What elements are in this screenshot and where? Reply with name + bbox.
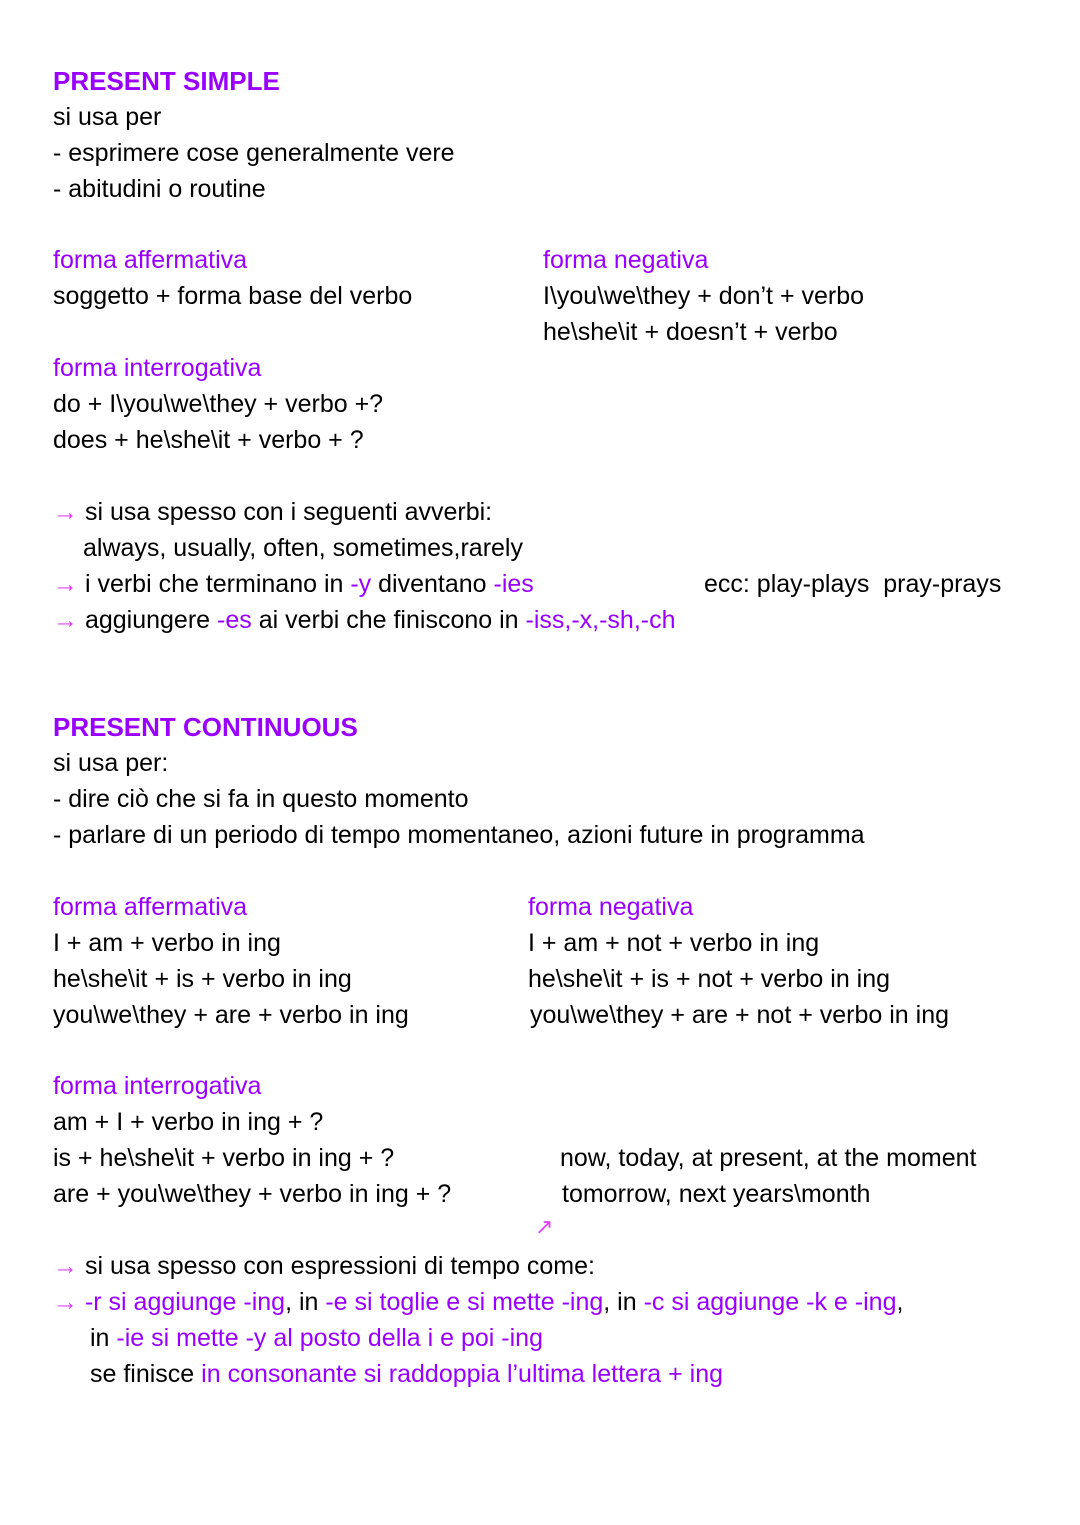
arrow-icon: →	[53, 1288, 78, 1316]
ps-intro: si usa per	[53, 103, 162, 131]
arrow-icon: →	[53, 498, 78, 526]
ps-note-2: → i verbi che terminano in -y diventano -ies	[53, 570, 534, 598]
pc-affirmative-label: forma affermativa	[53, 893, 248, 921]
pc-interrogative-line-1: am + I + verbo in ing + ?	[53, 1108, 324, 1136]
pc-use-1: - dire ciò che si fa in questo momento	[53, 785, 469, 813]
pc-affirmative-line-1: I + am + verbo in ing	[53, 929, 281, 957]
arrow-up-right-icon: ↗	[535, 1214, 554, 1239]
pc-negative-line-3: you\we\they + are + not + verbo in ing	[530, 1001, 950, 1029]
arrow-icon: →	[53, 606, 78, 634]
pc-negative-line-2: he\she\it + is + not + verbo in ing	[528, 965, 891, 993]
arrow-icon: →	[53, 570, 78, 598]
arrow-icon: →	[53, 1252, 78, 1280]
pc-negative-line-1: I + am + not + verbo in ing	[528, 929, 820, 957]
pc-affirmative-line-2: he\she\it + is + verbo in ing	[53, 965, 352, 993]
ps-interrogative-label: forma interrogativa	[53, 354, 262, 382]
pc-interrogative-line-3: are + you\we\they + verbo in ing + ?	[53, 1180, 452, 1208]
ps-adverbs: always, usually, often, sometimes,rarely	[83, 534, 523, 562]
pc-interrogative-label: forma interrogativa	[53, 1072, 262, 1100]
present-continuous-title: PRESENT CONTINUOUS	[53, 712, 358, 742]
pc-interrogative-line-2: is + he\she\it + verbo in ing + ?	[53, 1144, 395, 1172]
pc-negative-label: forma negativa	[528, 893, 694, 921]
ps-note-3: → aggiungere -es ai verbi che finiscono in -iss,-x,-sh,-ch	[53, 606, 676, 634]
ps-negative-line-1: I\you\we\they + don’t + verbo	[543, 282, 865, 310]
ps-negative-label: forma negativa	[543, 246, 709, 274]
pc-time-expressions-2: tomorrow, next years\month	[562, 1180, 871, 1208]
pc-note-2: → -r si aggiunge -ing, in -e si toglie e si mette -ing, in -c si aggiunge -k e -ing,	[53, 1288, 904, 1316]
pc-time-expressions-1: now, today, at present, at the moment	[560, 1144, 977, 1172]
ps-negative-line-2: he\she\it + doesn’t + verbo	[543, 318, 838, 346]
pc-affirmative-line-3: you\we\they + are + verbo in ing	[53, 1001, 409, 1029]
ps-use-2: - abitudini o routine	[53, 175, 266, 203]
ps-interrogative-line-2: does + he\she\it + verbo + ?	[53, 426, 364, 454]
ps-use-1: - esprimere cose generalmente vere	[53, 139, 455, 167]
pc-note-2-line-2: in -ie si mette -y al posto della i e poi -ing	[90, 1324, 543, 1352]
ps-affirmative-line: soggetto + forma base del verbo	[53, 282, 413, 310]
pc-note-2-line-3: se finisce in consonante si raddoppia l’ultima lettera + ing	[90, 1360, 724, 1388]
ps-note-1: → si usa spesso con i seguenti avverbi:	[53, 498, 493, 526]
present-simple-title: PRESENT SIMPLE	[53, 66, 280, 96]
ps-affirmative-label: forma affermativa	[53, 246, 248, 274]
pc-intro: si usa per:	[53, 749, 169, 777]
pc-note-1: → si usa spesso con espressioni di tempo come:	[53, 1252, 595, 1280]
ps-example: ecc: play-plays pray-prays	[704, 570, 1002, 598]
ps-interrogative-line-1: do + I\you\we\they + verbo +?	[53, 390, 384, 418]
pc-use-2: - parlare di un periodo di tempo momentaneo, azioni future in programma	[53, 821, 865, 849]
